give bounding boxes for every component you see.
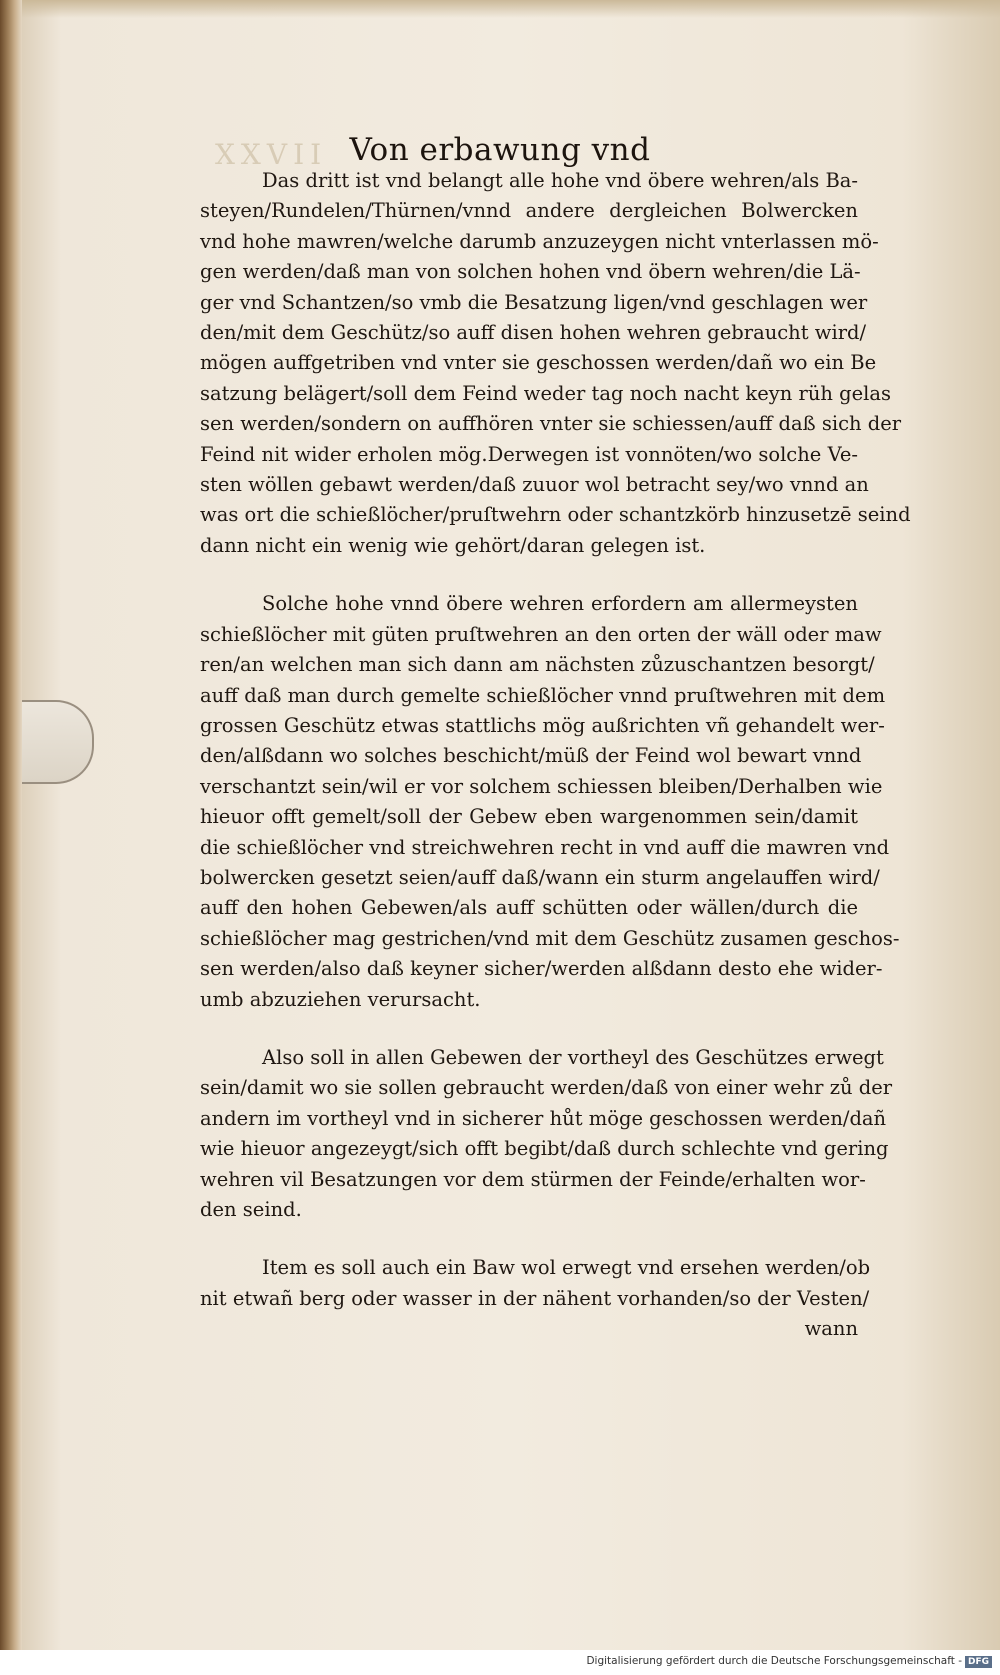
running-heading: Von erbawung vnd bbox=[349, 132, 651, 168]
text-line: steyen/Rundelen/Thürnen/vnnd andere dergleichen Bolwercken bbox=[200, 199, 858, 223]
bleed-through-text: XXVII bbox=[215, 138, 328, 171]
text-line: Item es soll auch ein Baw wol erwegt vnd ersehen werden/ob bbox=[262, 1256, 871, 1280]
text-line: hieuor offt gemelt/soll der Gebew eben wargenommen sein/damit bbox=[200, 805, 858, 829]
paragraph-1 bbox=[200, 166, 911, 561]
text-line: vnd hohe mawren/welche darumb anzuzeygen nicht vnterlassen mö- bbox=[200, 229, 879, 253]
text-line: andern im vortheyl vnd in sicherer hůt möge geschossen werden/dañ bbox=[200, 1106, 887, 1130]
text-line: grossen Geschütz etwas stattlichs mög außrichten vñ gehandelt wer- bbox=[200, 713, 885, 737]
text-line: wie hieuor angezeygt/sich offt begibt/daß durch schlechte vnd gering bbox=[200, 1137, 889, 1161]
paragraph-2 bbox=[200, 589, 900, 1015]
digitization-credit bbox=[586, 1655, 992, 1668]
text-line: dann nicht ein wenig wie gehört/daran gelegen ist. bbox=[200, 533, 706, 557]
text-line: auff den hohen Gebewen/als auff schütten oder wällen/durch die bbox=[200, 896, 858, 920]
text-line: verschantzt sein/wil er vor solchem schiessen bleiben/Derhalben wie bbox=[200, 774, 883, 798]
text-line: satzung belägert/soll dem Feind weder tag noch nacht keyn rüh gelas bbox=[200, 381, 892, 405]
dfg-logo: DFG bbox=[965, 1656, 992, 1668]
bookmark-clip bbox=[22, 700, 94, 784]
book-edge bbox=[0, 0, 22, 1650]
body-text bbox=[200, 166, 911, 1345]
text-line: mögen auffgetriben vnd vnter sie geschossen werden/dañ wo ein Be bbox=[200, 351, 877, 375]
paragraph-4 bbox=[200, 1253, 871, 1344]
text-line: gen werden/daß man von solchen hohen vnd öbern wehren/die Lä- bbox=[200, 260, 861, 284]
text-line: Also soll in allen Gebewen der vortheyl des Geschützes erwegt bbox=[262, 1045, 884, 1069]
text-line: sten wöllen gebawt werden/daß zuuor wol betracht sey/wo vnnd an bbox=[200, 473, 869, 497]
text-line: den seind. bbox=[200, 1198, 302, 1221]
text-line: ren/an welchen man sich dann am nächsten zůzuschantzen besorgt/ bbox=[200, 653, 875, 677]
text-line: die schießlöcher vnd streichwehren recht in vnd auff die mawren vnd bbox=[200, 835, 890, 859]
text-line: Das dritt ist vnd belangt alle hohe vnd öbere wehren/als Ba- bbox=[262, 169, 858, 192]
credit-text: Digitalisierung gefördert durch die Deutsche Forschungsgemeinschaft - bbox=[586, 1655, 962, 1667]
text-line: ger vnd Schantzen/so vmb die Besatzung ligen/vnd geschlagen wer bbox=[200, 290, 868, 314]
page-shadow bbox=[22, 0, 1000, 18]
text-line: auff daß man durch gemelte schießlöcher vnnd pruſtwehren mit dem bbox=[200, 683, 886, 707]
text-line: sen werden/also daß keyner sicher/werden alßdann desto ehe wider- bbox=[200, 957, 883, 981]
text-line: den/mit dem Geschütz/so auff disen hohen wehren gebraucht wird/ bbox=[200, 321, 867, 345]
text-line: nit etwañ berg oder wasser in der nähent vorhanden/so der Vesten/ bbox=[200, 1286, 870, 1310]
text-line: den/alßdann wo solches beschicht/müß der Feind wol bewart vnnd bbox=[200, 744, 862, 768]
text-line: schießlöcher mag gestrichen/vnd mit dem Geschütz zusamen geschos- bbox=[200, 926, 900, 950]
text-line: sen werden/sondern on auffhören vnter sie schiessen/auff daß sich der bbox=[200, 412, 902, 436]
text-line: umb abzuziehen verursacht. bbox=[200, 987, 481, 1011]
text-line: bolwercken gesetzt seien/auff daß/wann ein sturm angelauffen wird/ bbox=[200, 865, 880, 889]
catchword: wann bbox=[804, 1317, 858, 1341]
text-line: sein/damit wo sie sollen gebraucht werden/daß von einer wehr zů der bbox=[200, 1076, 893, 1100]
text-line: Solche hohe vnnd öbere wehren erfordern am allermeysten bbox=[262, 592, 858, 616]
text-line: wehren vil Besatzungen vor dem stürmen der Feinde/erhalten wor- bbox=[200, 1167, 866, 1191]
text-line: schießlöcher mit güten pruſtwehren an den orten der wäll oder maw bbox=[200, 622, 882, 646]
text-line: Feind nit wider erholen mög.Derwegen ist vonnöten/wo solche Ve- bbox=[200, 442, 858, 466]
paragraph-3 bbox=[200, 1043, 893, 1225]
text-line: was ort die schießlöcher/pruſtwehrn oder schantzkörb hinzusetzē seind bbox=[200, 503, 911, 527]
